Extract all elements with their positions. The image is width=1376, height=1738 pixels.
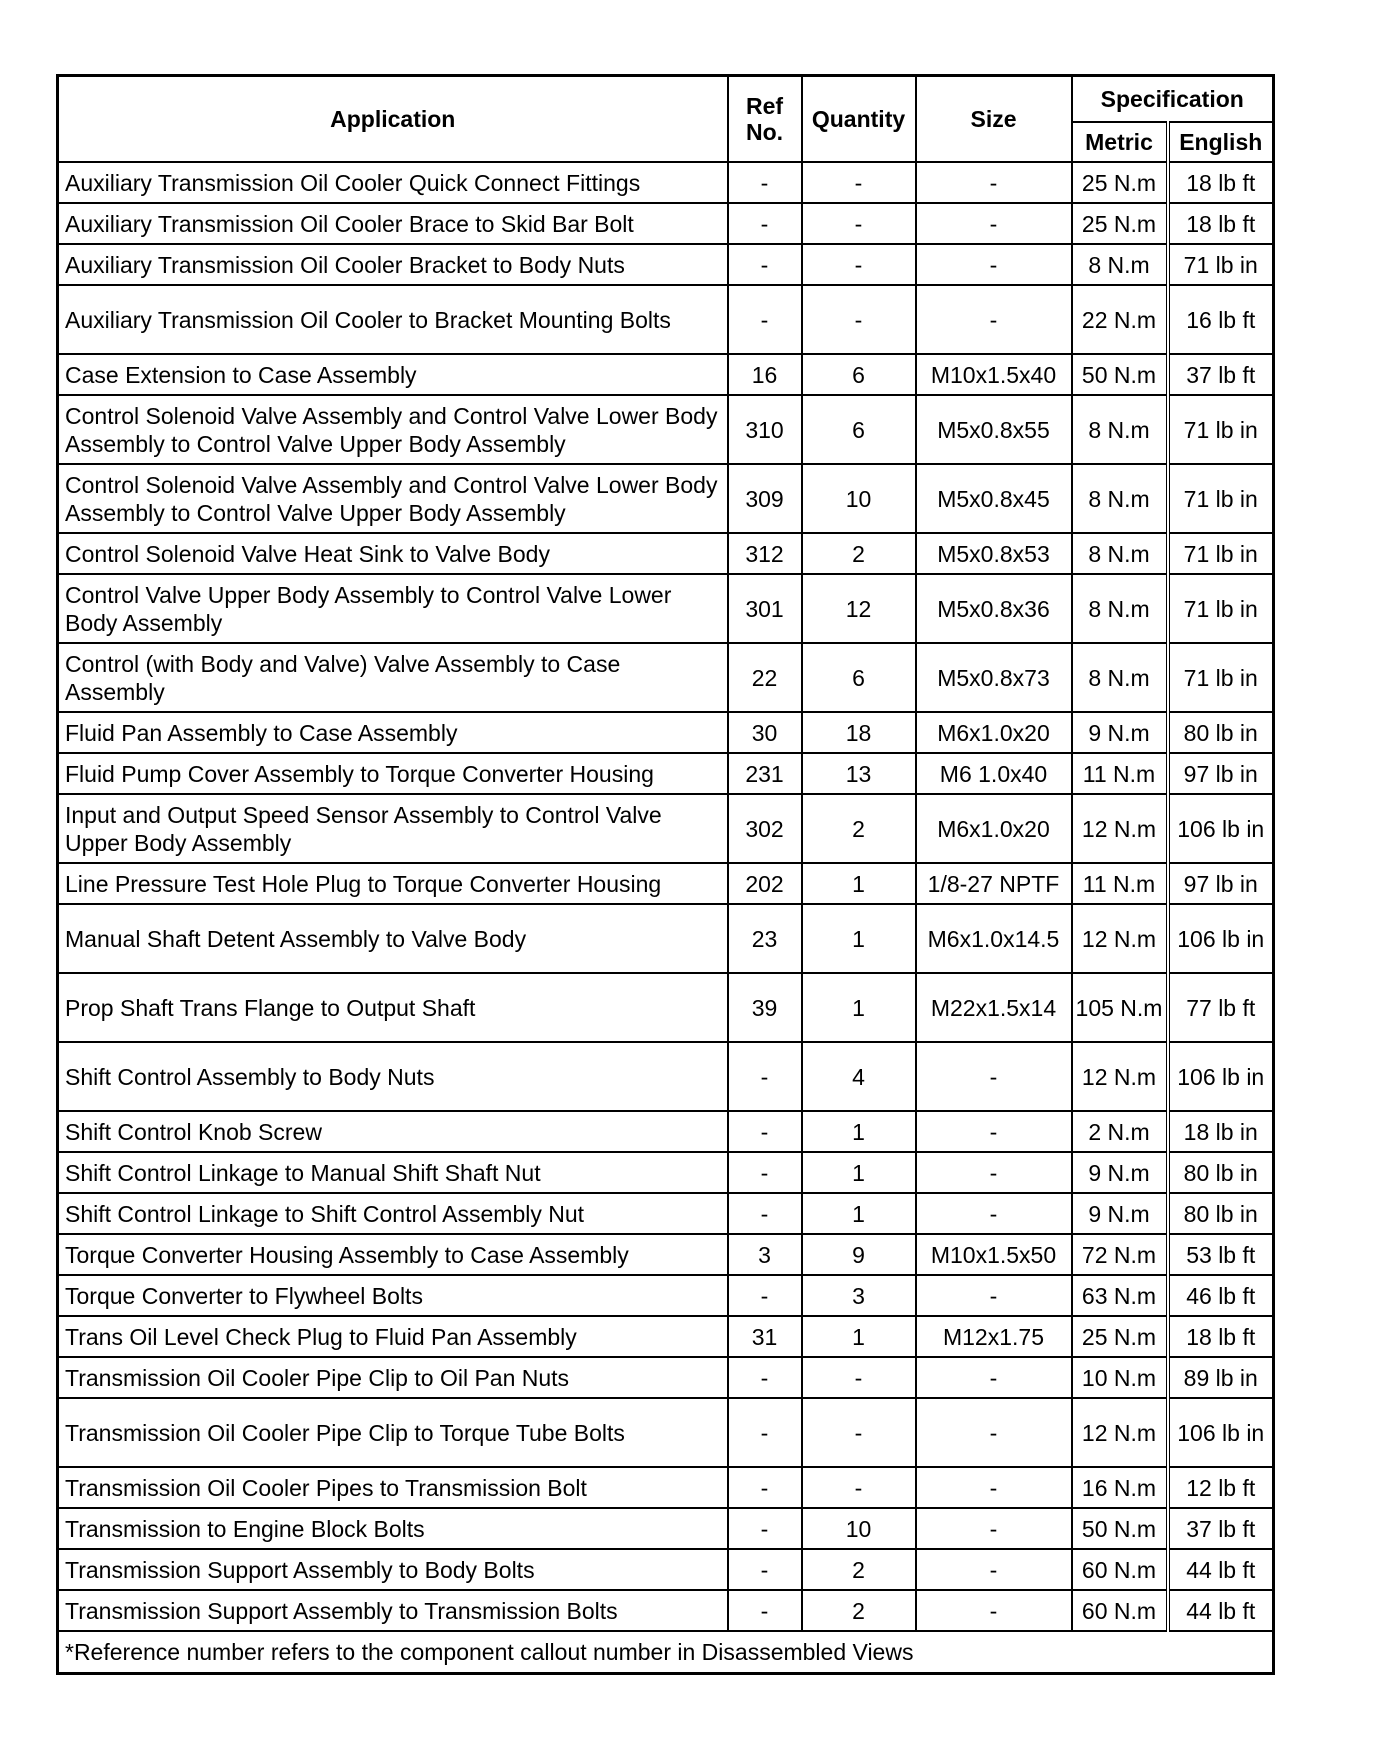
cell-size: - — [916, 1357, 1072, 1398]
cell-application: Transmission Support Assembly to Transmission Bolts — [58, 1590, 728, 1631]
cell-application: Control (with Body and Valve) Valve Assembly to Case Assembly — [58, 643, 728, 712]
cell-ref-no: - — [728, 1398, 802, 1467]
cell-application: Auxiliary Transmission Oil Cooler Bracket to Body Nuts — [58, 244, 728, 285]
table-row — [58, 574, 1274, 643]
cell-quantity: - — [802, 285, 916, 354]
cell-ref-no: - — [728, 1193, 802, 1234]
cell-metric: 11 N.m — [1072, 863, 1168, 904]
cell-metric: 8 N.m — [1072, 395, 1168, 464]
cell-quantity: 18 — [802, 712, 916, 753]
table-row — [58, 753, 1274, 794]
cell-english: 18 lb in — [1168, 1111, 1274, 1152]
cell-quantity: 1 — [802, 904, 916, 973]
cell-application: Auxiliary Transmission Oil Cooler Quick Connect Fittings — [58, 162, 728, 203]
cell-metric: 72 N.m — [1072, 1234, 1168, 1275]
cell-ref-no: 301 — [728, 574, 802, 643]
cell-metric: 25 N.m — [1072, 203, 1168, 244]
cell-ref-no: - — [728, 1357, 802, 1398]
cell-size: - — [916, 1275, 1072, 1316]
cell-size: M12x1.75 — [916, 1316, 1072, 1357]
cell-size: M22x1.5x14 — [916, 973, 1072, 1042]
cell-quantity: 4 — [802, 1042, 916, 1111]
cell-metric: 10 N.m — [1072, 1357, 1168, 1398]
cell-metric: 12 N.m — [1072, 1398, 1168, 1467]
cell-ref-no: - — [728, 1111, 802, 1152]
cell-size: 1/8-27 NPTF — [916, 863, 1072, 904]
cell-english: 80 lb in — [1168, 1152, 1274, 1193]
cell-metric: 60 N.m — [1072, 1549, 1168, 1590]
cell-size: - — [916, 285, 1072, 354]
cell-metric: 2 N.m — [1072, 1111, 1168, 1152]
cell-quantity: - — [802, 1398, 916, 1467]
cell-application: Fluid Pan Assembly to Case Assembly — [58, 712, 728, 753]
cell-quantity: 1 — [802, 1152, 916, 1193]
cell-english: 18 lb ft — [1168, 162, 1274, 203]
table-body — [58, 162, 1274, 1631]
cell-metric: 63 N.m — [1072, 1275, 1168, 1316]
cell-application: Transmission Support Assembly to Body Bolts — [58, 1549, 728, 1590]
cell-size: M5x0.8x53 — [916, 533, 1072, 574]
cell-ref-no: - — [728, 1152, 802, 1193]
cell-size: M5x0.8x45 — [916, 464, 1072, 533]
cell-application: Shift Control Knob Screw — [58, 1111, 728, 1152]
table-row — [58, 203, 1274, 244]
table-header — [58, 76, 1274, 163]
cell-application: Shift Control Assembly to Body Nuts — [58, 1042, 728, 1111]
cell-metric: 8 N.m — [1072, 643, 1168, 712]
table-row — [58, 1042, 1274, 1111]
cell-size: - — [916, 1549, 1072, 1590]
cell-english: 18 lb ft — [1168, 1316, 1274, 1357]
cell-ref-no: 23 — [728, 904, 802, 973]
cell-quantity: 1 — [802, 863, 916, 904]
cell-size: M10x1.5x40 — [916, 354, 1072, 395]
cell-english: 77 lb ft — [1168, 973, 1274, 1042]
cell-quantity: 2 — [802, 794, 916, 863]
cell-size: - — [916, 1111, 1072, 1152]
cell-metric: 12 N.m — [1072, 904, 1168, 973]
cell-quantity: - — [802, 162, 916, 203]
table-row — [58, 1467, 1274, 1508]
cell-application: Prop Shaft Trans Flange to Output Shaft — [58, 973, 728, 1042]
cell-application: Torque Converter to Flywheel Bolts — [58, 1275, 728, 1316]
table-row — [58, 1152, 1274, 1193]
cell-english: 106 lb in — [1168, 904, 1274, 973]
cell-ref-no: - — [728, 1549, 802, 1590]
cell-metric: 8 N.m — [1072, 533, 1168, 574]
cell-application: Trans Oil Level Check Plug to Fluid Pan Assembly — [58, 1316, 728, 1357]
cell-english: 97 lb in — [1168, 753, 1274, 794]
table-row — [58, 973, 1274, 1042]
table-row — [58, 1508, 1274, 1549]
cell-quantity: 6 — [802, 395, 916, 464]
table-row — [58, 904, 1274, 973]
table-row — [58, 285, 1274, 354]
cell-english: 12 lb ft — [1168, 1467, 1274, 1508]
cell-english: 80 lb in — [1168, 712, 1274, 753]
cell-size: - — [916, 1398, 1072, 1467]
cell-english: 71 lb in — [1168, 464, 1274, 533]
cell-english: 37 lb ft — [1168, 354, 1274, 395]
cell-quantity: 10 — [802, 464, 916, 533]
table-row — [58, 533, 1274, 574]
cell-ref-no: 302 — [728, 794, 802, 863]
cell-metric: 12 N.m — [1072, 794, 1168, 863]
table-row — [58, 1590, 1274, 1631]
cell-ref-no: - — [728, 1590, 802, 1631]
cell-quantity: 1 — [802, 1193, 916, 1234]
cell-english: 71 lb in — [1168, 643, 1274, 712]
cell-ref-no: 30 — [728, 712, 802, 753]
cell-ref-no: - — [728, 162, 802, 203]
cell-english: 44 lb ft — [1168, 1590, 1274, 1631]
cell-quantity: 12 — [802, 574, 916, 643]
header-quantity: Quantity — [802, 76, 916, 163]
cell-size: M6x1.0x20 — [916, 794, 1072, 863]
table-row — [58, 1316, 1274, 1357]
cell-ref-no: 39 — [728, 973, 802, 1042]
table-row — [58, 1193, 1274, 1234]
cell-ref-no: 310 — [728, 395, 802, 464]
cell-quantity: 2 — [802, 533, 916, 574]
table-row — [58, 794, 1274, 863]
cell-quantity: 1 — [802, 1316, 916, 1357]
cell-metric: 11 N.m — [1072, 753, 1168, 794]
cell-ref-no: - — [728, 1467, 802, 1508]
header-english: English — [1168, 122, 1274, 162]
cell-ref-no: 309 — [728, 464, 802, 533]
cell-metric: 9 N.m — [1072, 1193, 1168, 1234]
cell-metric: 8 N.m — [1072, 464, 1168, 533]
cell-size: - — [916, 1467, 1072, 1508]
cell-quantity: - — [802, 1357, 916, 1398]
table-row — [58, 1549, 1274, 1590]
table-row — [58, 1234, 1274, 1275]
cell-ref-no: - — [728, 1042, 802, 1111]
cell-application: Shift Control Linkage to Manual Shift Shaft Nut — [58, 1152, 728, 1193]
cell-application: Auxiliary Transmission Oil Cooler Brace to Skid Bar Bolt — [58, 203, 728, 244]
cell-metric: 22 N.m — [1072, 285, 1168, 354]
table-row — [58, 1275, 1274, 1316]
cell-quantity: - — [802, 244, 916, 285]
table-row — [58, 1398, 1274, 1467]
cell-application: Torque Converter Housing Assembly to Case Assembly — [58, 1234, 728, 1275]
cell-quantity: - — [802, 203, 916, 244]
cell-size: M5x0.8x36 — [916, 574, 1072, 643]
cell-size: - — [916, 1042, 1072, 1111]
cell-ref-no: - — [728, 244, 802, 285]
cell-ref-no: 231 — [728, 753, 802, 794]
cell-application: Transmission Oil Cooler Pipe Clip to Torque Tube Bolts — [58, 1398, 728, 1467]
cell-ref-no: - — [728, 285, 802, 354]
cell-quantity: 10 — [802, 1508, 916, 1549]
cell-quantity: 6 — [802, 643, 916, 712]
cell-size: M6 1.0x40 — [916, 753, 1072, 794]
cell-metric: 9 N.m — [1072, 712, 1168, 753]
cell-english: 37 lb ft — [1168, 1508, 1274, 1549]
cell-metric: 50 N.m — [1072, 1508, 1168, 1549]
cell-quantity: 1 — [802, 1111, 916, 1152]
cell-size: - — [916, 203, 1072, 244]
cell-application: Control Valve Upper Body Assembly to Control Valve Lower Body Assembly — [58, 574, 728, 643]
header-size: Size — [916, 76, 1072, 163]
table-row — [58, 244, 1274, 285]
cell-english: 71 lb in — [1168, 533, 1274, 574]
table-row — [58, 712, 1274, 753]
cell-application: Control Solenoid Valve Assembly and Control Valve Lower Body Assembly to Control Valve Upper Body Assembly — [58, 395, 728, 464]
cell-ref-no: 312 — [728, 533, 802, 574]
table-row — [58, 1357, 1274, 1398]
cell-size: - — [916, 1152, 1072, 1193]
cell-application: Control Solenoid Valve Assembly and Control Valve Lower Body Assembly to Control Valve Upper Body Assembly — [58, 464, 728, 533]
cell-size: M6x1.0x20 — [916, 712, 1072, 753]
table-row — [58, 643, 1274, 712]
cell-english: 106 lb in — [1168, 1042, 1274, 1111]
cell-english: 16 lb ft — [1168, 285, 1274, 354]
table-row — [58, 162, 1274, 203]
cell-english: 97 lb in — [1168, 863, 1274, 904]
cell-ref-no: 202 — [728, 863, 802, 904]
cell-quantity: 2 — [802, 1590, 916, 1631]
cell-size: M5x0.8x73 — [916, 643, 1072, 712]
cell-application: Fluid Pump Cover Assembly to Torque Converter Housing — [58, 753, 728, 794]
cell-ref-no: 22 — [728, 643, 802, 712]
cell-application: Input and Output Speed Sensor Assembly to Control Valve Upper Body Assembly — [58, 794, 728, 863]
cell-english: 71 lb in — [1168, 574, 1274, 643]
cell-size: M5x0.8x55 — [916, 395, 1072, 464]
cell-english: 44 lb ft — [1168, 1549, 1274, 1590]
cell-application: Shift Control Linkage to Shift Control Assembly Nut — [58, 1193, 728, 1234]
cell-metric: 9 N.m — [1072, 1152, 1168, 1193]
cell-application: Control Solenoid Valve Heat Sink to Valve Body — [58, 533, 728, 574]
cell-metric: 60 N.m — [1072, 1590, 1168, 1631]
cell-metric: 8 N.m — [1072, 574, 1168, 643]
cell-ref-no: - — [728, 203, 802, 244]
cell-ref-no: - — [728, 1275, 802, 1316]
cell-application: Transmission Oil Cooler Pipes to Transmission Bolt — [58, 1467, 728, 1508]
table-row — [58, 395, 1274, 464]
cell-size: - — [916, 162, 1072, 203]
footnote: *Reference number refers to the component callout number in Disassembled Views — [58, 1631, 1274, 1674]
torque-spec-table — [56, 74, 1275, 1675]
cell-english: 89 lb in — [1168, 1357, 1274, 1398]
cell-quantity: 2 — [802, 1549, 916, 1590]
cell-english: 106 lb in — [1168, 794, 1274, 863]
cell-size: - — [916, 1508, 1072, 1549]
cell-metric: 105 N.m — [1072, 973, 1168, 1042]
table-row — [58, 1111, 1274, 1152]
cell-english: 80 lb in — [1168, 1193, 1274, 1234]
cell-application: Manual Shaft Detent Assembly to Valve Body — [58, 904, 728, 973]
cell-size: - — [916, 1193, 1072, 1234]
cell-size: - — [916, 1590, 1072, 1631]
table-row — [58, 863, 1274, 904]
cell-english: 53 lb ft — [1168, 1234, 1274, 1275]
header-metric: Metric — [1072, 122, 1168, 162]
header-application: Application — [58, 76, 728, 163]
cell-application: Transmission to Engine Block Bolts — [58, 1508, 728, 1549]
cell-quantity: 9 — [802, 1234, 916, 1275]
cell-size: M6x1.0x14.5 — [916, 904, 1072, 973]
cell-application: Case Extension to Case Assembly — [58, 354, 728, 395]
cell-ref-no: - — [728, 1508, 802, 1549]
cell-english: 18 lb ft — [1168, 203, 1274, 244]
cell-english: 106 lb in — [1168, 1398, 1274, 1467]
cell-quantity: 3 — [802, 1275, 916, 1316]
cell-quantity: 6 — [802, 354, 916, 395]
cell-quantity: - — [802, 1467, 916, 1508]
cell-ref-no: 31 — [728, 1316, 802, 1357]
cell-ref-no: 16 — [728, 354, 802, 395]
cell-english: 71 lb in — [1168, 395, 1274, 464]
header-ref-no: Ref No. — [728, 76, 802, 163]
table-row — [58, 464, 1274, 533]
cell-english: 46 lb ft — [1168, 1275, 1274, 1316]
cell-quantity: 13 — [802, 753, 916, 794]
cell-metric: 50 N.m — [1072, 354, 1168, 395]
cell-application: Auxiliary Transmission Oil Cooler to Bracket Mounting Bolts — [58, 285, 728, 354]
cell-application: Transmission Oil Cooler Pipe Clip to Oil Pan Nuts — [58, 1357, 728, 1398]
table-row — [58, 354, 1274, 395]
cell-english: 71 lb in — [1168, 244, 1274, 285]
cell-metric: 12 N.m — [1072, 1042, 1168, 1111]
cell-metric: 25 N.m — [1072, 162, 1168, 203]
cell-quantity: 1 — [802, 973, 916, 1042]
cell-metric: 8 N.m — [1072, 244, 1168, 285]
cell-metric: 16 N.m — [1072, 1467, 1168, 1508]
cell-application: Line Pressure Test Hole Plug to Torque Converter Housing — [58, 863, 728, 904]
cell-ref-no: 3 — [728, 1234, 802, 1275]
header-specification: Specification — [1072, 76, 1274, 123]
cell-size: M10x1.5x50 — [916, 1234, 1072, 1275]
cell-size: - — [916, 244, 1072, 285]
cell-metric: 25 N.m — [1072, 1316, 1168, 1357]
